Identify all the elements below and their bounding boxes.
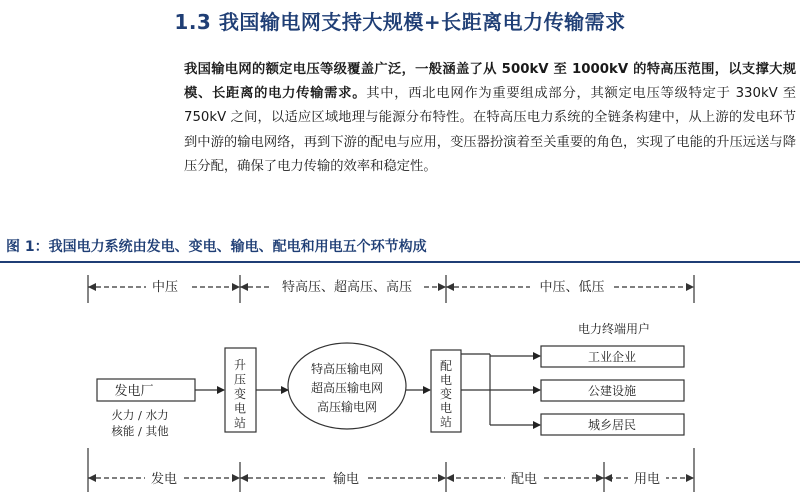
paragraph-lead-bold: 我国输电网的额定电压等级覆盖广泛，一般涵盖了从 500kV 至 1000kV 的特高压范围，以支撑大规模、长距离的电力传输需求。 xyxy=(184,62,796,102)
figure-caption: 图 1：我国电力系统由发电、变电、输电、配电和用电五个环节构成 xyxy=(6,239,427,255)
stage-generation: 发电 xyxy=(150,472,178,487)
power-plant-label: 发电厂 xyxy=(114,384,154,399)
distribution-branches xyxy=(461,354,540,425)
end-user-public: 公建设施 xyxy=(587,384,637,398)
power-plant-types-2: 核能 / 其他 xyxy=(111,424,169,438)
power-plant-types-1: 火力 / 水力 xyxy=(111,408,169,422)
stage-consumption: 用电 xyxy=(633,472,661,487)
distribution-substation-label: 配电变电站 xyxy=(439,359,453,429)
body-paragraph xyxy=(184,58,796,179)
power-system-diagram xyxy=(0,263,800,504)
grid-label-hv: 高压输电网 xyxy=(316,400,378,414)
top-label-medium-low-voltage: 中压、低压 xyxy=(539,280,605,295)
stage-distribution: 配电 xyxy=(510,472,538,487)
top-label-medium-voltage: 中压 xyxy=(151,280,179,295)
end-user-residential: 城乡居民 xyxy=(587,418,637,432)
end-users-title: 电力终端用户 xyxy=(577,322,651,336)
section-title: 1.3 我国输电网支持大规模+长距离电力传输需求 xyxy=(174,10,626,34)
step-up-substation-label: 升压变电站 xyxy=(233,358,247,430)
top-label-uhv: 特高压、超高压、高压 xyxy=(281,280,413,295)
grid-label-uhv: 特高压输电网 xyxy=(310,362,384,376)
stage-transmission: 输电 xyxy=(332,472,360,487)
grid-label-ehv: 超高压输电网 xyxy=(310,381,384,395)
paragraph-body-text: 其中，西北电网作为重要组成部分，其额定电压等级特定于 330kV 至 750kV 之间，以适应区域地理与能源分布特性。在特高压电力系统的全链条构建中，从上游的发电环节到中游的输电网络，再到下游的配电与应用，变压器扮演着至关重要的角色，实现了电能的升压远送与降压分配，确保了电力传输的效率和稳定性。 xyxy=(184,86,796,174)
end-user-industrial: 工业企业 xyxy=(587,350,637,364)
